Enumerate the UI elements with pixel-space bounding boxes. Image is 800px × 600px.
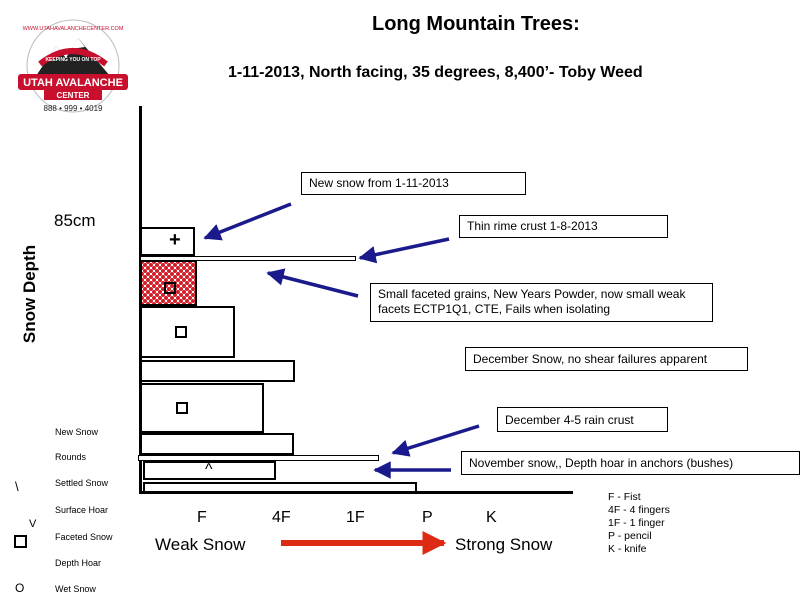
page-title: Long Mountain Trees: [372,13,580,35]
hardness-label-1f: 1F [346,509,365,526]
logo-top-text: WWW.UTAHAVALANCHECENTER.COM [22,26,124,32]
callout-faceted: Small faceted grains, New Years Powder, now small weak facets ECTP1Q1, CTE, Fails when isolating [370,283,713,322]
arrow-rime-crust [360,239,449,258]
hardness-key-f: F - Fist [608,491,641,503]
hardness-label-4f: 4F [272,509,291,526]
legend-settled-snow: Settled Snow [55,478,109,488]
legend-faceted-icon [14,535,27,548]
logo-banner: KEEPING YOU ON TOP [45,57,101,63]
legend-faceted-snow: Faceted Snow [55,532,113,542]
strong-snow-label: Strong Snow [455,535,553,554]
y-axis-label: Snow Depth [20,244,39,344]
callout-new-snow: New snow from 1-11-2013 [301,172,526,195]
legend-rounds: Rounds [55,452,87,462]
logo-phone: 888 • 999 • 4019 [43,104,103,113]
hardness-label-p: P [422,509,433,526]
hardness-key-p: P - pencil [608,530,652,542]
callout-november: November snow,, Depth hoar in anchors (bushes) [461,451,800,475]
depth-label: 85cm [54,211,96,230]
arrow-faceted [268,273,358,296]
hardness-label-f: F [197,509,207,526]
arrow-new-snow [205,204,291,238]
hardness-key-4f: 4F - 4 fingers [608,504,670,516]
hardness-label-k: K [486,509,497,526]
logo-name-line1: UTAH AVALANCHE [23,77,123,89]
hardness-key-1f: 1F - 1 finger [608,517,665,529]
arrow-rain-crust [393,426,479,453]
logo-name-line2: CENTER [56,91,90,100]
callout-rain-crust: December 4-5 rain crust [497,407,668,432]
depth-hoar-symbol: ^ [205,461,213,478]
callout-december-snow: December Snow, no shear failures apparent [465,347,748,371]
legend-surface-hoar-symbol: V [29,518,37,530]
legend-wet-symbol: O [15,581,25,595]
legend-surface-hoar: Surface Hoar [55,505,109,515]
legend-new-snow: New Snow [55,427,99,437]
layer-new-snow-symbol: + [169,229,181,251]
legend-depth-hoar: Depth Hoar [55,558,102,568]
legend-settled-symbol: \ [15,479,19,494]
weak-snow-label: Weak Snow [155,535,246,554]
callout-rime-crust: Thin rime crust 1-8-2013 [459,215,668,238]
legend-wet-snow: Wet Snow [55,584,96,594]
page-subtitle: 1-11-2013, North facing, 35 degrees, 8,400’- Toby Weed [228,64,643,81]
hardness-key [608,491,670,556]
hardness-key-k: K - knife [608,543,647,555]
